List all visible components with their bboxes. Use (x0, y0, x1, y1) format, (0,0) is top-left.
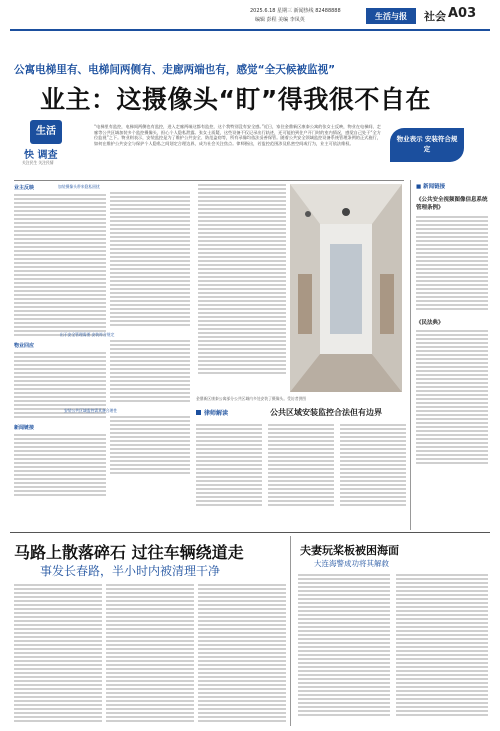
bottom-left-subhead: 事发长春路，半小时内被清理干净 (40, 564, 221, 578)
sidebar-title-1: 《公共安全视频图像信息系统管理条例》 (416, 197, 488, 211)
bottom-right-subhead: 大连海警成功将其解救 (314, 559, 389, 568)
sidebar-rule (410, 180, 411, 530)
section-name: 社会 (424, 10, 446, 23)
brand-logo (366, 8, 416, 24)
bottom-left-col-1 (14, 584, 102, 722)
body-col-1 (14, 184, 106, 529)
sidebar (416, 182, 488, 527)
bottom-left-col-2 (106, 584, 194, 722)
statement-badge: 物业表示 安装符合规定 (390, 128, 464, 162)
sub-heading-a-text: 加装摄像头带来隐私困扰 (58, 184, 100, 189)
lead-kicker: 公寓电梯里有、电梯间两侧有、走廊两端也有，感觉“全天候被监视” (14, 64, 336, 76)
photo-caption: 金鼎新区康泰公寓部分公共区域内多处安装了摄像头。受访者供图 (196, 396, 307, 401)
corridor-image (290, 184, 402, 392)
body-col-2 (58, 184, 190, 529)
intro-rule (14, 180, 404, 181)
body-col-3 (198, 184, 286, 384)
law-title: 公共区域安装监控合法但有边界 (270, 408, 382, 417)
law-col-2 (268, 424, 334, 506)
bottom-left-col-3 (198, 584, 286, 722)
sub-heading-c: 新闻链接 (14, 425, 35, 431)
bottom-right-headline: 夫妻玩桨板被困海面 (300, 544, 399, 557)
sidebar-tag: ■ 新闻链接 (416, 184, 446, 190)
sidebar-title-2: 《民法典》 (416, 320, 444, 326)
corridor-photo (290, 184, 402, 392)
sub-heading-b: 物业回应 (14, 343, 35, 349)
lead-headline: 业主：这摄像头“盯”得我很不自在 (40, 85, 431, 114)
column-logo: 生活 (30, 120, 62, 144)
law-square-icon (196, 410, 201, 415)
bottom-divider (290, 536, 291, 726)
sub-heading-c-text: 安装公共区域监控需具备合理性 (64, 408, 118, 414)
column-name: 快 调查 (24, 150, 58, 161)
column-logo-box (18, 120, 76, 168)
bottom-right-col-1 (298, 574, 390, 716)
editor-line: 编辑 彭程 美编 李凤英 (255, 17, 305, 23)
page-header (0, 0, 500, 30)
bottom-right-col-2 (396, 574, 488, 716)
column-slogan: 关注民生 关注民情 (22, 160, 54, 165)
bottom-left-headline: 马路上散落碎石 过往车辆绕道走 (14, 543, 244, 562)
brand-name: 生活与报 (375, 11, 407, 21)
law-col-3 (340, 424, 406, 506)
section-divider (10, 532, 490, 533)
law-section-bar (196, 408, 406, 418)
lead-intro: “电梯里有监控，电梯间两侧也有监控，进入走廊两端这都有监控，这个我特别没有安全感。”近日，家住金鼎新区康泰公寓的张女士反映，物业在电梯间、走廊等公共区域加装多个监控摄像头，担心个人隐私泄露。张女士质疑，这些设备不仅记录出行轨迹，还可能拍到住户开门时的室内情况，感觉自己处于“全方位监视”之下。物业则表示，安装监控是为了维护公共安全、防范盗窃等，所有录像均依法妥善保管。随着公共安全领域监控设备系统管理条例的正式施行，如何在维护公共安全与保护个人隐私之间划定合理边界，成为社会关注焦点。律师指出，若监控范围涉及私密空间或行为，业主可依法维权。 (94, 124, 382, 146)
sub-heading-b-text: 出于安全管理需要 安装符合规定 (60, 332, 115, 337)
header-rule (10, 29, 490, 31)
law-kicker: 律师解读 (204, 410, 229, 417)
sub-heading-a: 业主反映 (14, 185, 35, 191)
date-line: 2025.6.18 星期三 新闻热线 82488888 (250, 8, 341, 14)
law-col-1 (196, 424, 262, 506)
page-number: A03 (448, 6, 477, 21)
